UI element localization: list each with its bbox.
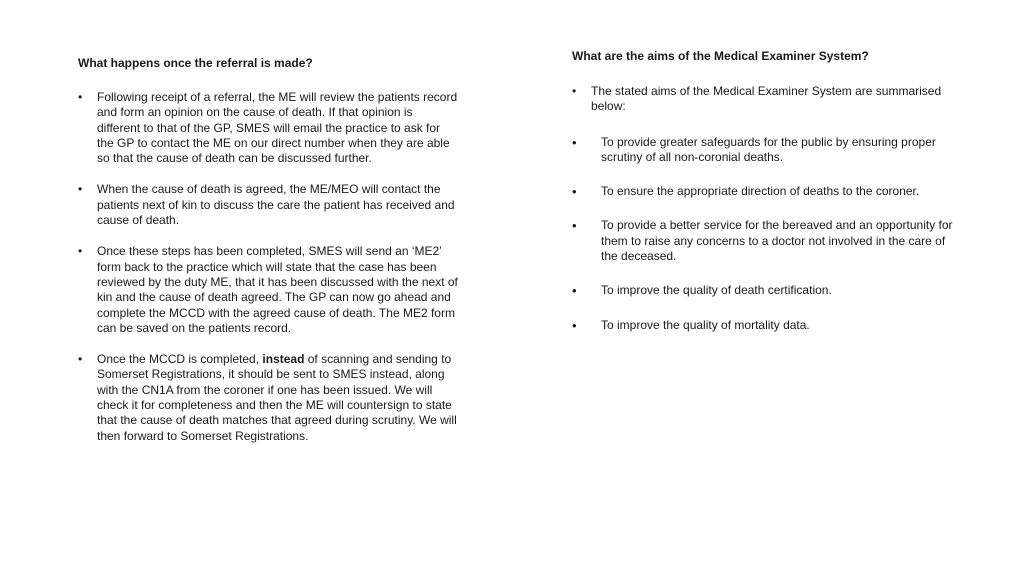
left-heading: What happens once the referral is made? [78, 56, 313, 70]
list-item-text: Once these steps has been completed, SMES will send an ‘ME2’ form back to the practice which will state that the case has been reviewed by the duty ME, that it has been discussed with the next of kin and the cause of death agreed. The GP can now go ahead and complete the MCCD with the agreed cause of death. The ME2 form can be saved on the patients record. [97, 244, 458, 335]
list-item-text: To provide a better service for the bereaved and an opportunity for them to raise any concerns to a doctor not involved in the care of the deceased. [601, 218, 953, 264]
referral-steps-list [78, 90, 458, 444]
list-item [572, 318, 962, 333]
list-item [572, 184, 962, 199]
list-item-text-after: of scanning and sending to Somerset Registrations, it should be sent to SMES instead, along with the CN1A from the coroner if one has been issued. We will check it for completeness and then the ME will countersign to state that the cause of death matches that agreed during scrutiny. We will then forward to Somerset Registrations. [97, 352, 457, 443]
right-heading: What are the aims of the Medical Examiner System? [572, 49, 869, 63]
list-item [572, 218, 962, 264]
bullet-icon: • [78, 182, 83, 197]
bullet-icon: • [572, 283, 577, 299]
bullet-icon: • [78, 90, 83, 104]
list-item-text: Following receipt of a referral, the ME will review the patients record and form an opinion on the cause of death. If that opinion is different to that of the GP, SMES will email the practice to ask for the GP to contact the ME on our direct number when they are able so that the cause of death can be discussed further. [97, 90, 458, 166]
list-item [572, 283, 962, 298]
list-item-text: To ensure the appropriate direction of deaths to the coroner. [601, 184, 920, 199]
bullet-icon: • [572, 218, 577, 234]
list-item [78, 90, 458, 166]
aims-intro-text: The stated aims of the Medical Examiner System are summarised below: [591, 84, 942, 114]
list-item [78, 352, 458, 444]
list-item-text: When the cause of death is agreed, the ME/MEO will contact the patients next of kin to discuss the care the patient has received and cause of death. [97, 182, 455, 228]
bullet-icon: • [572, 317, 577, 333]
bullet-icon: • [572, 84, 577, 98]
bullet-icon: • [572, 134, 577, 150]
bullet-icon: • [78, 244, 83, 259]
list-item [572, 135, 962, 166]
list-item-text-bold: instead [262, 352, 305, 367]
list-item-text: To provide greater safeguards for the public by ensuring proper scrutiny of all non-coronial deaths. [601, 134, 936, 164]
bullet-icon: • [572, 184, 577, 200]
list-item-text: To improve the quality of death certification. [601, 283, 832, 298]
aims-intro [572, 84, 962, 115]
aims-list [572, 135, 962, 333]
list-item [78, 182, 458, 228]
left-column [78, 56, 458, 460]
list-item [78, 244, 458, 336]
list-item-text-before: Once the MCCD is completed, [97, 352, 263, 367]
list-item-text: To improve the quality of mortality data. [601, 317, 810, 332]
bullet-icon: • [78, 352, 83, 367]
right-column [572, 49, 962, 352]
